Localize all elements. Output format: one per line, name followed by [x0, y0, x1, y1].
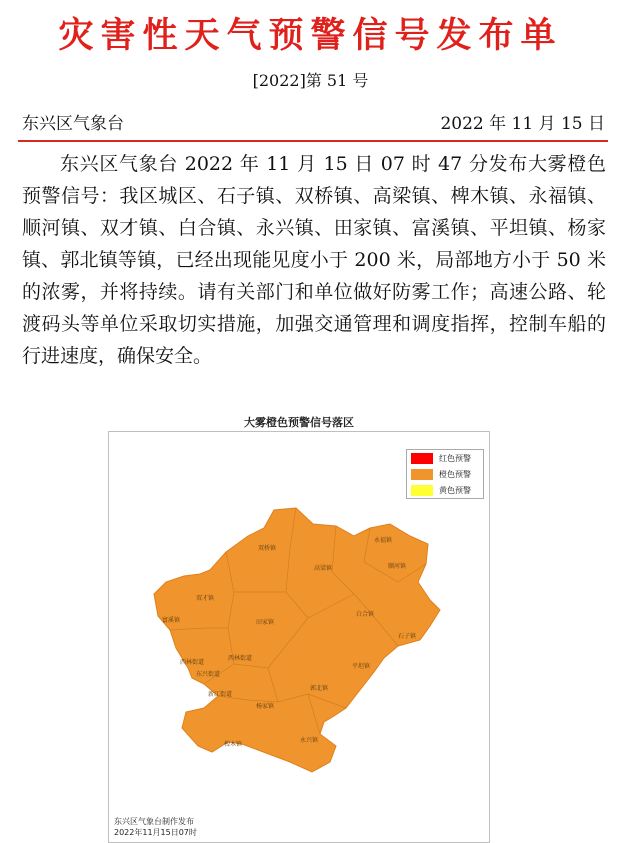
- document-title: 灾害性天气预警信号发布单: [58, 16, 563, 56]
- town-label: 西林街道: [180, 659, 205, 666]
- town-label: 石子镇: [398, 633, 417, 640]
- legend-label: 橙色预警: [439, 469, 471, 479]
- town-label: 椑木镇: [224, 741, 243, 748]
- map-legend: [406, 449, 484, 499]
- district-region: [154, 508, 440, 772]
- warning-body-text: 东兴区气象台 2022 年 11 月 15 日 07 时 47 分发布大雾橙色预警信号：我区城区、石子镇、双桥镇、高梁镇、椑木镇、永福镇、顺河镇、双才镇、白合镇、永兴镇、田家镇、富溪镇、平坦镇、杨家镇、郭北镇等镇，已经出现能见度小于 200 米，局部地方小于 50 米的浓雾，并将持续。请有关部门和单位做好防雾工作；高速公路、轮渡码头等单位采取切实措施，加强交通管理和调度指挥，控制车船的行进速度，确保安全。: [22, 153, 606, 367]
- red-swatch: [411, 453, 433, 464]
- town-label: 白合镇: [356, 611, 375, 618]
- town-label: 顺河镇: [388, 563, 407, 570]
- header-divider: [18, 140, 608, 142]
- legend-item-red: [407, 450, 483, 466]
- legend-label: 红色预警: [439, 453, 471, 463]
- town-label: 田家镇: [256, 619, 275, 626]
- town-label: 高梁镇: [314, 565, 333, 572]
- town-label: 双才镇: [196, 595, 215, 602]
- legend-item-yellow: [407, 482, 483, 498]
- issuer-name: 东兴区气象台: [22, 114, 124, 134]
- document-number: [2022]第 51 号: [252, 71, 369, 90]
- legend-item-orange: [407, 466, 483, 482]
- issue-date: 2022 年 11 月 15 日: [440, 114, 605, 134]
- orange-swatch: [411, 469, 433, 480]
- town-label: 平坦镇: [352, 663, 371, 670]
- town-label: 富溪镇: [162, 617, 181, 624]
- town-label: 郭北镇: [310, 685, 329, 692]
- town-label: 永兴镇: [300, 737, 319, 744]
- yellow-swatch: [411, 485, 433, 496]
- town-label: 新江街道: [208, 691, 233, 698]
- map-title: 大雾橙色预警信号落区: [244, 416, 354, 429]
- town-label: 杨家镇: [256, 703, 275, 710]
- town-label: 双桥镇: [258, 545, 277, 552]
- map-producer: 东兴区气象台制作发布: [114, 817, 194, 826]
- map-footer: [114, 816, 197, 838]
- town-label: 东兴街道: [196, 671, 221, 678]
- town-label: 西林街道: [228, 655, 253, 662]
- legend-label: 黄色预警: [439, 485, 471, 495]
- town-label: 永福镇: [374, 537, 393, 544]
- map-timestamp: 2022年11月15日07时: [114, 828, 197, 837]
